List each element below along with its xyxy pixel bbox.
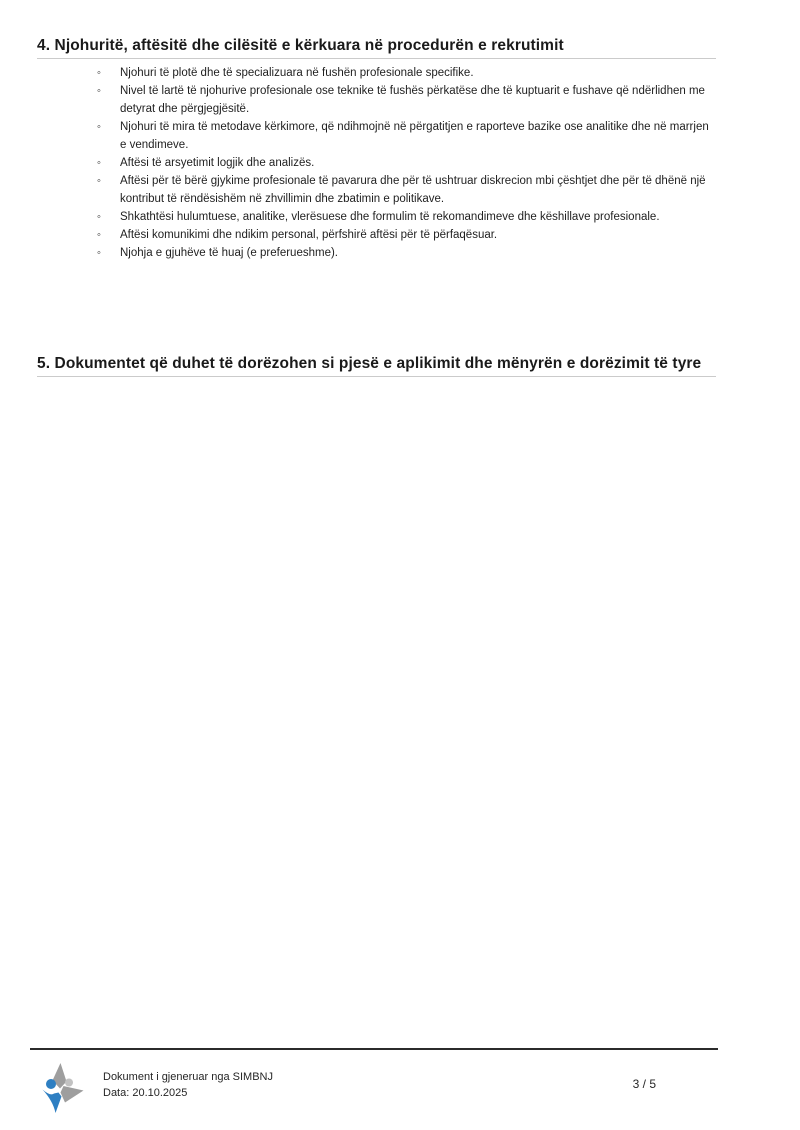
list-item-text: Njohja e gjuhëve të huaj (e preferueshme).	[120, 247, 338, 259]
requirements-list	[37, 64, 716, 262]
bullet-icon: ◦	[97, 175, 101, 187]
bullet-icon: ◦	[97, 247, 101, 259]
bullet-icon: ◦	[97, 67, 101, 79]
footer-generated-by: Dokument i gjeneruar nga SIMBNJ	[103, 1071, 273, 1083]
list-item	[37, 154, 716, 172]
list-item-text: Njohuri të plotë dhe të specializuara në fushën profesionale specifike.	[120, 67, 474, 79]
list-item	[37, 82, 716, 118]
list-item	[37, 172, 716, 208]
bullet-icon: ◦	[97, 85, 101, 97]
list-item-text: Aftësi të arsyetimit logjik dhe analizës.	[120, 157, 315, 169]
list-item	[37, 208, 716, 226]
list-item-text: Njohuri të mira të metodave kërkimore, që ndihmojnë në përgatitjen e raporteve bazike ose analitike dhe në marrjen e vendimeve.	[120, 121, 709, 151]
footer-content	[30, 1050, 718, 1113]
page-footer	[30, 1048, 718, 1113]
list-item	[37, 226, 716, 244]
list-item-text: Aftësi komunikimi dhe ndikim personal, përfshirë aftësi për të përfaqësuar.	[120, 229, 498, 241]
list-item	[37, 244, 716, 262]
section-documents	[37, 354, 716, 377]
list-item-text: Nivel të lartë të njohurive profesionale ose teknike të fushës përkatëse dhe të kuptuarit e fushave që ndërlidhen me detyrat dhe përgjegjësitë.	[120, 85, 705, 115]
footer-text-block	[103, 1069, 273, 1101]
footer-date: Data: 20.10.2025	[103, 1087, 188, 1099]
section-4-heading: 4. Njohuritë, aftësitë dhe cilësitë e kërkuara në procedurën e rekrutimit	[37, 36, 716, 59]
list-item-text: Aftësi për të bërë gjykime profesionale të pavarura dhe për të ushtruar diskrecion mbi çështjet dhe për të dhënë një kontribut të rëndësishëm në zhvillimin dhe zbatimin e politikave.	[120, 175, 706, 205]
bullet-icon: ◦	[97, 211, 101, 223]
bullet-icon: ◦	[97, 229, 101, 241]
simbnj-logo-icon	[38, 1063, 84, 1113]
bullet-icon: ◦	[97, 157, 101, 169]
list-item	[37, 64, 716, 82]
page-number: 3 / 5	[632, 1077, 656, 1091]
list-item-text: Shkathtësi hulumtuese, analitike, vlerësuese dhe formulim të rekomandimeve dhe këshillave profesionale.	[120, 211, 660, 223]
section-5-heading: 5. Dokumentet që duhet të dorëzohen si pjesë e aplikimit dhe mënyrën e dorëzimit të tyre	[37, 354, 716, 377]
section-requirements	[37, 0, 716, 262]
list-item	[37, 118, 716, 154]
bullet-icon: ◦	[97, 121, 101, 133]
